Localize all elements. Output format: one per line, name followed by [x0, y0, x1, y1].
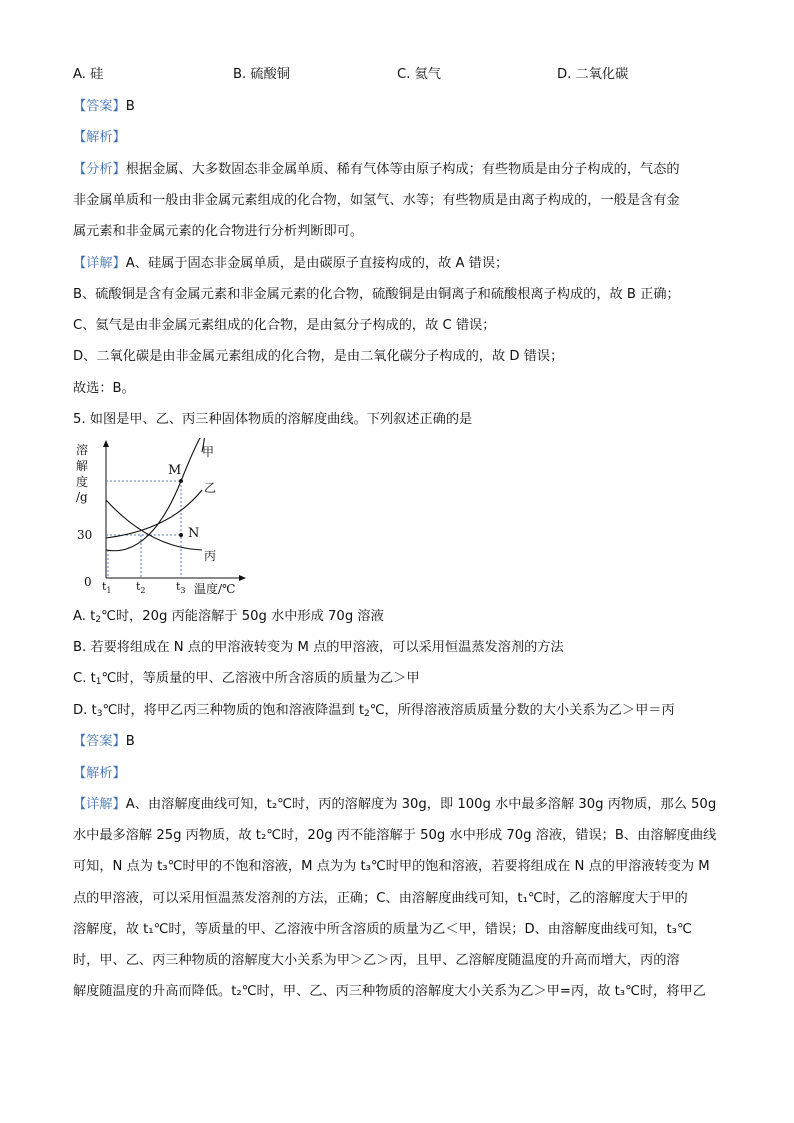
- label-bing: 丙: [204, 549, 217, 563]
- solubility-chart: [70, 438, 250, 598]
- point-m: [179, 479, 183, 483]
- y-tick-30: 30: [77, 528, 93, 542]
- q5-detail-7: 解度随温度的升高而降低。t₂℃时，甲、乙、丙三种物质的溶解度大小关系为乙＞甲=丙，故 t₃℃时，将甲乙: [73, 984, 706, 999]
- origin-label: 0: [84, 575, 92, 589]
- curve-bing: [106, 500, 202, 550]
- q5-answer: 【答案】B: [73, 734, 135, 749]
- ylabel-0: 溶: [76, 443, 89, 457]
- q4-fenxi-2: 非金属单质和一般由非金属元素组成的化合物，如氢气、水等；有些物质是由离子构成的，一般是含有金: [73, 193, 680, 208]
- ylabel-1: 解: [76, 459, 89, 473]
- q5-option-c: C. $t_1℃$时，等质量的甲、乙溶液中所含溶质的质量为乙＞甲: [73, 671, 420, 687]
- label-n: N: [188, 526, 200, 541]
- option-b: B. 硫酸铜: [233, 67, 290, 82]
- q5-detail-3: 可知，N 点为 t₃℃时甲的不饱和溶液，M 点为为 t₃℃时甲的饱和溶液，若要将组成在 N 点的甲溶液转变为 M: [73, 859, 710, 874]
- q4-fenxi-3: 属元素和非金属元素的化合物进行分析判断即可。: [73, 224, 364, 239]
- label-m: M: [168, 463, 182, 478]
- ylabel-2: 度: [76, 475, 89, 489]
- q4-fenxi-1: 【分析】根据金属、大多数固态非金属单质、稀有气体等由原子构成；有些物质是由分子构成的，气态的: [73, 162, 680, 177]
- q4-choose: 故选：B。: [73, 381, 135, 396]
- y-axis-arrow: [103, 440, 109, 447]
- x-tick-t1: $t_1$: [102, 580, 112, 595]
- q5-stem: 5. 如图是甲、乙、丙三种固体物质的溶解度曲线。下列叙述正确的是: [73, 412, 473, 427]
- option-a: A. 硅: [73, 67, 104, 82]
- q5-detail-4: 点的甲溶液，可以采用恒温蒸发溶剂的方法，正确；C、由溶解度曲线可知，t₁℃时，乙的溶解度大于甲的: [73, 891, 688, 906]
- q5-option-d: D. $t_3℃$时，将甲乙丙三种物质的饱和溶液降温到 $t_2℃$，所得溶液溶质质量分数的大小关系为乙＞甲＝丙: [73, 703, 675, 719]
- q5-option-b: B. 若要将组成在 N 点的甲溶液转变为 M 点的甲溶液，可以采用恒温蒸发溶剂的方法: [73, 640, 564, 655]
- q4-detail-d: D、二氧化碳是由非金属元素组成的化合物，是由二氧化碳分子构成的，故 D 错误；: [73, 349, 564, 364]
- q5-detail-5: 溶解度，故 t₁℃时，等质量的甲、乙溶液中所含溶质的质量为乙＜甲，错误；D、由溶解度曲线可知，t₃℃: [73, 922, 692, 937]
- q4-detail-b: B、硫酸铜是含有金属元素和非金属元素的化合物，硫酸铜是由铜离子和硫酸根离子构成的，故 B 正确；: [73, 287, 680, 302]
- x-axis-label: 温度/℃: [194, 582, 236, 596]
- point-n: [179, 533, 183, 537]
- q5-detail-2: 水中最多溶解 25g 丙物质，故 t₂℃时，20g 丙不能溶解于 50g 水中形成 70g 溶液，错误；B、由溶解度曲线: [73, 828, 717, 843]
- q5-option-a: A. $t_2℃$时，20g 丙能溶解于 50g 水中形成 70g 溶液: [73, 609, 384, 625]
- x-axis-arrow: [239, 575, 246, 581]
- q4-detail-c: C、氦气是由非金属元素组成的化合物，是由氦分子构成的，故 C 错误；: [73, 318, 496, 333]
- q4-analysis-label: 【解析】: [73, 130, 126, 145]
- label-jia: 甲: [202, 445, 215, 459]
- x-tick-t3: $t_3$: [176, 580, 186, 595]
- q4-detail-a: 【详解】A、硅属于固态非金属单质，是由碳原子直接构成的，故 A 错误；: [73, 256, 509, 271]
- option-c: C. 氦气: [397, 67, 441, 82]
- q5-detail-1: 【详解】A、由溶解度曲线可知，t₂℃时，丙的溶解度为 30g，即 100g 水中最多溶解 30g 丙物质，那么 50g: [73, 797, 717, 812]
- label-yi: 乙: [204, 481, 217, 495]
- q5-analysis-label: 【解析】: [73, 766, 126, 781]
- q4-answer: 【答案】B: [73, 99, 135, 114]
- x-tick-t2: $t_2$: [136, 580, 146, 595]
- ylabel-3: /g: [76, 490, 88, 504]
- option-d: D. 二氧化碳: [557, 67, 629, 82]
- q5-detail-6: 时，甲、乙、丙三种物质的溶解度大小关系为甲＞乙＞丙，且甲、乙溶解度随温度的升高而增大，丙的溶: [73, 953, 680, 968]
